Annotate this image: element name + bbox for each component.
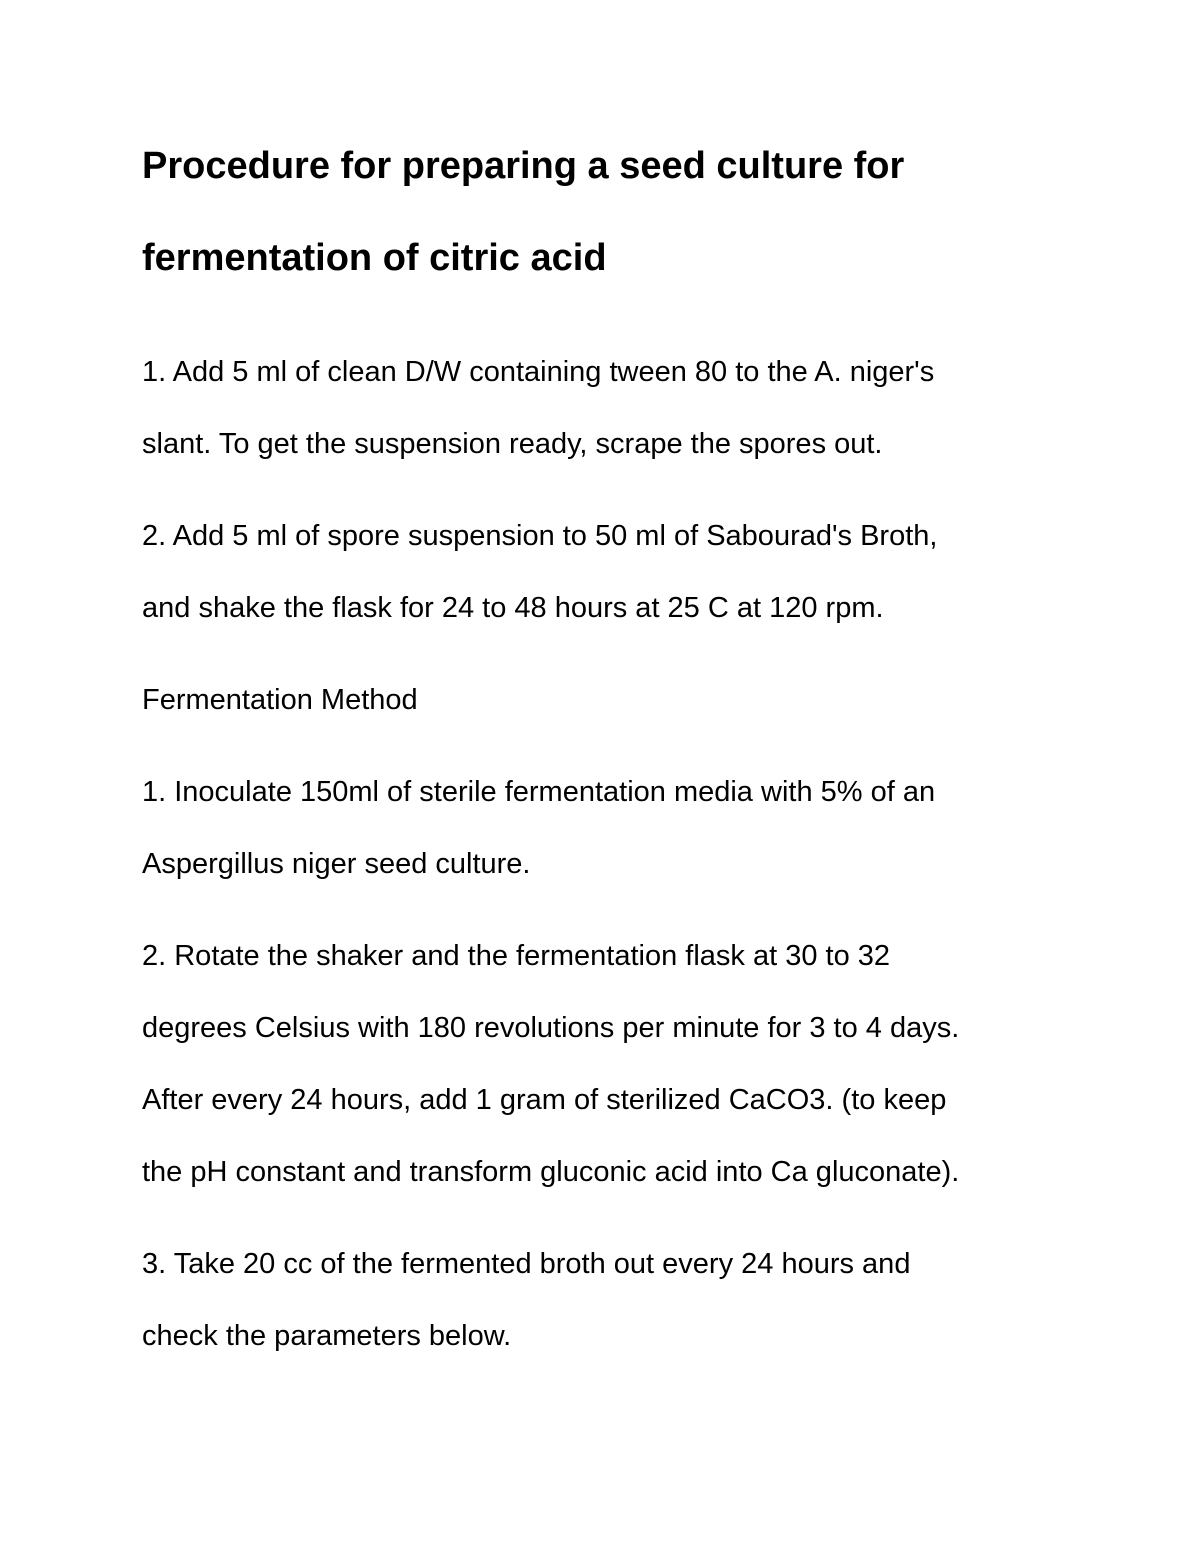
fermentation-step-3 <box>142 1228 1052 1372</box>
fermentation-step-1 <box>142 756 1052 900</box>
text-line: the pH constant and transform gluconic acid into Ca gluconate). <box>142 1156 960 1188</box>
section-heading <box>142 664 1052 736</box>
text-line: and shake the flask for 24 to 48 hours at 25 C at 120 rpm. <box>142 592 884 624</box>
text-line: 2. Add 5 ml of spore suspension to 50 ml of Sabourad's Broth, <box>142 520 938 552</box>
seed-step-1 <box>142 336 1052 480</box>
text-line: After every 24 hours, add 1 gram of sterilized CaCO3. (to keep <box>142 1084 947 1116</box>
text-line: Aspergillus niger seed culture. <box>142 848 531 880</box>
title-line: fermentation of citric acid <box>142 237 607 279</box>
spacer <box>142 304 1052 336</box>
fermentation-step-2 <box>142 920 1052 1208</box>
text-line: slant. To get the suspension ready, scrape the spores out. <box>142 428 883 460</box>
seed-step-2 <box>142 500 1052 644</box>
spacer <box>142 900 1052 920</box>
title-line: Procedure for preparing a seed culture for <box>142 145 905 187</box>
document-title <box>142 120 1052 304</box>
text-line: degrees Celsius with 180 revolutions per minute for 3 to 4 days. <box>142 1012 960 1044</box>
spacer <box>142 644 1052 664</box>
text-line: Fermentation Method <box>142 684 418 716</box>
text-line: 1. Inoculate 150ml of sterile fermentation media with 5% of an <box>142 776 936 808</box>
text-line: 2. Rotate the shaker and the fermentation flask at 30 to 32 <box>142 940 891 972</box>
spacer <box>142 1208 1052 1228</box>
document-content <box>142 120 1052 1372</box>
spacer <box>142 736 1052 756</box>
text-line: 3. Take 20 cc of the fermented broth out every 24 hours and <box>142 1248 911 1280</box>
text-line: check the parameters below. <box>142 1320 512 1352</box>
text-line: 1. Add 5 ml of clean D/W containing tween 80 to the A. niger's <box>142 356 935 388</box>
spacer <box>142 480 1052 500</box>
